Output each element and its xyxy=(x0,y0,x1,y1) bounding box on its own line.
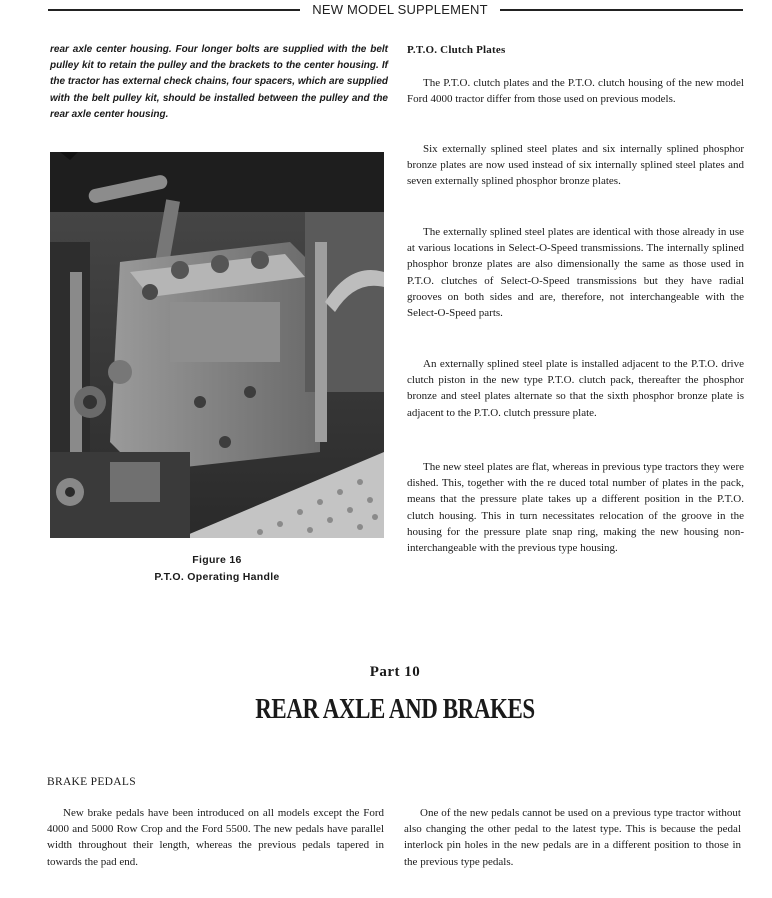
section-title: REAR AXLE AND BRAKES xyxy=(255,694,535,725)
pto-paragraph-1: The P.T.O. clutch plates and the P.T.O. clutch housing of the new model Ford 4000 tractor differ from those used on previous models. xyxy=(407,77,744,106)
brake-paragraph-right: One of the new pedals cannot be used on a previous type tractor without also changing the other pedal to the latest type. This is because the pedal interlock pin holes in the new pedals are in a different position to those in the previous type pedals. xyxy=(404,807,741,868)
header-rule-left xyxy=(48,9,303,11)
header-rule-right xyxy=(497,9,743,11)
figure-caption xyxy=(50,552,384,586)
figure-title: P.T.O. Operating Handle xyxy=(154,571,280,583)
figure-number: Figure 16 xyxy=(192,554,242,566)
part-label: Part 10 xyxy=(369,664,421,680)
intro-paragraph: rear axle center housing. Four longer bolts are supplied with the belt pulley kit to retain the pulley and the brackets to the center housing. If the tractor has external check chains, four spacers, which are supplied with the belt pulley kit, should be installed between the pulley and the rear axle center housing. xyxy=(50,44,388,120)
pto-paragraph-2: Six externally splined steel plates and six internally splined phosphor bronze plates are now used instead of six internally splined steel plates and seven externally splined phosphor bronze plates. xyxy=(407,143,744,188)
pto-paragraph-5: The new steel plates are flat, whereas in previous type tractors they were dished. This, together with the re duced total number of plates in the pack, means that the pressure plate takes up a different position in the P.T.O. clutch housing. This in turn necessitates relocation of the groove in the housing for the pressure plate snap ring, making the new housing non-interchangeable with the previous type housing. xyxy=(407,461,744,555)
brake-pedals-heading: BRAKE PEDALS xyxy=(47,776,136,788)
pto-paragraph-3: The externally splined steel plates are identical with those already in use at various locations in Select-O-Speed transmissions. The internally splined phosphor bronze plates are also dimensionally the same as those used in P.T.O. clutches of Select-O-Speed transmissions but they have radial grooves on both sides and are, therefore, not interchangeable with the Select-O-Speed parts. xyxy=(407,226,744,320)
page-header-title: NEW MODEL SUPPLEMENT xyxy=(300,0,500,20)
pto-section-heading: P.T.O. Clutch Plates xyxy=(407,44,506,56)
pto-paragraph-4: An externally splined steel plate is installed adjacent to the P.T.O. drive clutch piston in the new type P.T.O. clutch pack, thereafter the phosphor bronze and steel plates alternate so that the sixth phosphor bronze plate is adjacent to the P.T.O. clutch pressure plate. xyxy=(407,358,744,419)
figure-photo xyxy=(50,152,384,538)
brake-paragraph-left: New brake pedals have been introduced on all models except the Ford 4000 and 5000 Row Crop and the Ford 5500. The new pedals have parallel width throughout their length, whereas the previous pedals tapered in towards the pad end. xyxy=(47,807,384,868)
